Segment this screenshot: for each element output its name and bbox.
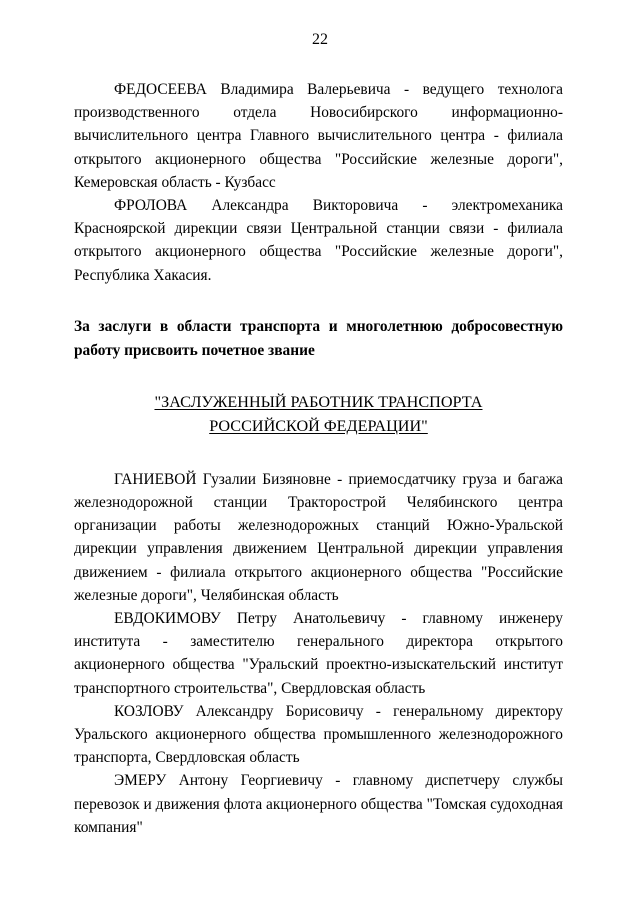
- decree-text: За заслуги в области транспорта и многолетнюю добросовестную работу присвоить почетное звание: [74, 317, 563, 360]
- award-entry-evdokimov: ЕВДОКИМОВУ Петру Анатольевичу - главному инженеру института - заместителю генерального директора открытого акционерного общества "Уральский проектно-изыскательский институт транспортного строительства", Свердловская область: [74, 610, 563, 697]
- award-entry-fedoseev: ФЕДОСЕЕВА Владимира Валерьевича - ведущего технолога производственного отдела Новосибирского информационно-вычислительного центра Главного вычислительного центра - филиала открытого акционерного общества "Российские железные дороги", Кемеровская область - Кузбасс: [74, 81, 563, 191]
- award-entry-frolov: ФРОЛОВА Александра Викторовича - электромеханика Красноярской дирекции связи Центральной станции связи - филиала открытого акционерного общества "Российские железные дороги", Республика Хакасия.: [74, 197, 563, 284]
- award-entry-emer: ЭМЕРУ Антону Георгиевичу - главному диспетчеру службы перевозок и движения флота акционерного общества "Томская судоходная компания": [74, 772, 563, 836]
- document-body: [74, 78, 563, 839]
- award-entry-ganieva: ГАНИЕВОЙ Гузалии Бизяновне - приемосдатчику груза и багажа железнодорожной станции Тракторострой Челябинского центра организации работы железнодорожных станций Южно-Уральской дирекции управления движением Центральной дирекции управления движением - филиала открытого акционерного общества "Российские железные дороги", Челябинская область: [74, 470, 563, 604]
- honorary-title-line-2: РОССИЙСКОЙ ФЕДЕРАЦИИ": [209, 416, 428, 435]
- award-entry-kozlov: КОЗЛОВУ Александру Борисовичу - генеральному директору Уральского акционерного общества промышленного железнодорожного транспорта, Свердловская область: [74, 702, 563, 767]
- honorary-title-line-1: "ЗАСЛУЖЕННЫЙ РАБОТНИК ТРАНСПОРТА: [154, 392, 483, 411]
- honorary-title: [74, 390, 563, 438]
- page-number: 22: [312, 31, 328, 48]
